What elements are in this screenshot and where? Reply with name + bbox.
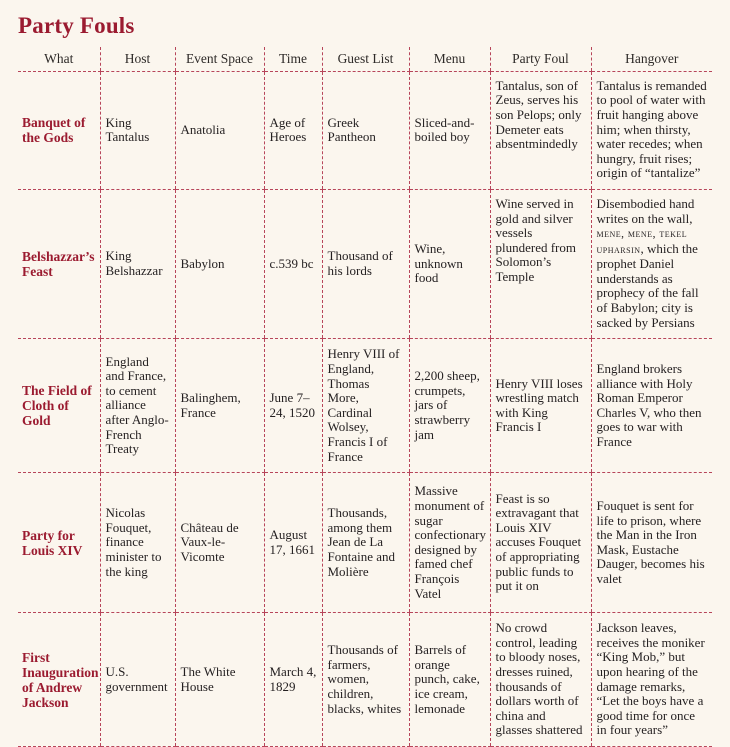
table-row [18, 189, 712, 338]
time-cell: August 17, 1661 [264, 473, 322, 613]
column-header-time: Time [264, 47, 322, 72]
column-header-party-foul: Party Foul [490, 47, 591, 72]
time-cell [264, 189, 322, 338]
hangover-cell: Jackson leaves, receives the moniker “King Mob,” but upon hearing of the damage remarks, “Let the boys have a good time for once in four years” [591, 613, 712, 747]
menu-cell: Massive monument of sugar confectionary designed by famed chef François Vatel [409, 473, 490, 613]
hangover-cell: Tantalus is remanded to pool of water with fruit hanging above him; when thirsty, water recedes; when hungry, fruit rises; origin of “tantalize” [591, 71, 712, 189]
menu-cell: 2,200 sheep, crumpets, jars of strawberry jam [409, 339, 490, 473]
table-row [18, 613, 712, 747]
party-foul-cell: Tantalus, son of Zeus, serves his son Pelops; only Demeter eats absentmindedly [490, 71, 591, 189]
column-header-what: What [18, 47, 100, 72]
column-header-event-space: Event Space [175, 47, 264, 72]
event-space-cell: Babylon [175, 189, 264, 338]
what-cell: Banquet of the Gods [18, 71, 100, 189]
hangover-inscription: mene, mene, tekel upharsin [596, 228, 688, 256]
event-space-cell: The White House [175, 613, 264, 747]
menu-cell: Sliced-and-boiled boy [409, 71, 490, 189]
time-cell: March 4, 1829 [264, 613, 322, 747]
hangover-cell: Fouquet is sent for life to prison, where the Man in the Iron Mask, Eustache Dauger, becomes his valet [591, 473, 712, 613]
guest-list-cell: Thousands of farmers, women, children, blacks, whites [322, 613, 409, 747]
guest-list-cell: Henry VIII of England, Thomas More, Cardinal Wolsey, Francis I of France [322, 339, 409, 473]
what-cell: First Inauguration of Andrew Jackson [18, 613, 100, 747]
event-space-cell: Château de Vaux-le-Vicomte [175, 473, 264, 613]
column-header-hangover: Hangover [591, 47, 712, 72]
what-cell: Party for Louis XIV [18, 473, 100, 613]
time-cell: Age of Heroes [264, 71, 322, 189]
table-row [18, 339, 712, 473]
what-cell: The Field of Cloth of Gold [18, 339, 100, 473]
party-fouls-table [18, 47, 712, 747]
header-row [18, 47, 712, 72]
party-foul-cell: Wine served in gold and silver vessels plundered from Solomon’s Temple [490, 189, 591, 338]
column-header-menu: Menu [409, 47, 490, 72]
party-foul-cell: No crowd control, leading to bloody noses, dresses ruined, thousands of dollars worth of china and glasses shattered [490, 613, 591, 747]
party-foul-cell: Henry VIII loses wrestling match with King Francis I [490, 339, 591, 473]
hangover-cell: England brokers alliance with Holy Roman Emperor Charles V, who then goes to war with France [591, 339, 712, 473]
host-cell: King Belshazzar [100, 189, 175, 338]
guest-list-cell: Thousand of his lords [322, 189, 409, 338]
page-title: Party Fouls [18, 13, 135, 38]
time-cell: June 7–24, 1520 [264, 339, 322, 473]
host-cell: England and France, to cement alliance after Anglo-French Treaty [100, 339, 175, 473]
host-cell: Nicolas Fouquet, finance minister to the king [100, 473, 175, 613]
time-value: c.539 bc [269, 255, 314, 271]
menu-cell: Wine, unknown food [409, 189, 490, 338]
table-row [18, 473, 712, 613]
hangover-text-start: Disembodied hand writes on the wall, [596, 195, 695, 226]
what-cell: Belshazzar’s Feast [18, 189, 100, 338]
menu-cell: Barrels of orange punch, cake, ice cream, lemonade [409, 613, 490, 747]
hangover-text-end: , which the prophet Daniel understands as prophecy of the fall of Babylon; city is sacked by Persians [596, 240, 699, 330]
host-cell: King Tantalus [100, 71, 175, 189]
host-cell: U.S. government [100, 613, 175, 747]
column-header-host: Host [100, 47, 175, 72]
event-space-cell: Anatolia [175, 71, 264, 189]
hangover-cell [591, 189, 712, 338]
event-space-cell: Balinghem, France [175, 339, 264, 473]
table-row [18, 71, 712, 189]
party-foul-cell: Feast is so extravagant that Louis XIV accuses Fouquet of appropriating public funds to put it on [490, 473, 591, 613]
guest-list-cell: Greek Pantheon [322, 71, 409, 189]
column-header-guest-list: Guest List [322, 47, 409, 72]
guest-list-cell: Thousands, among them Jean de La Fontaine and Molière [322, 473, 409, 613]
